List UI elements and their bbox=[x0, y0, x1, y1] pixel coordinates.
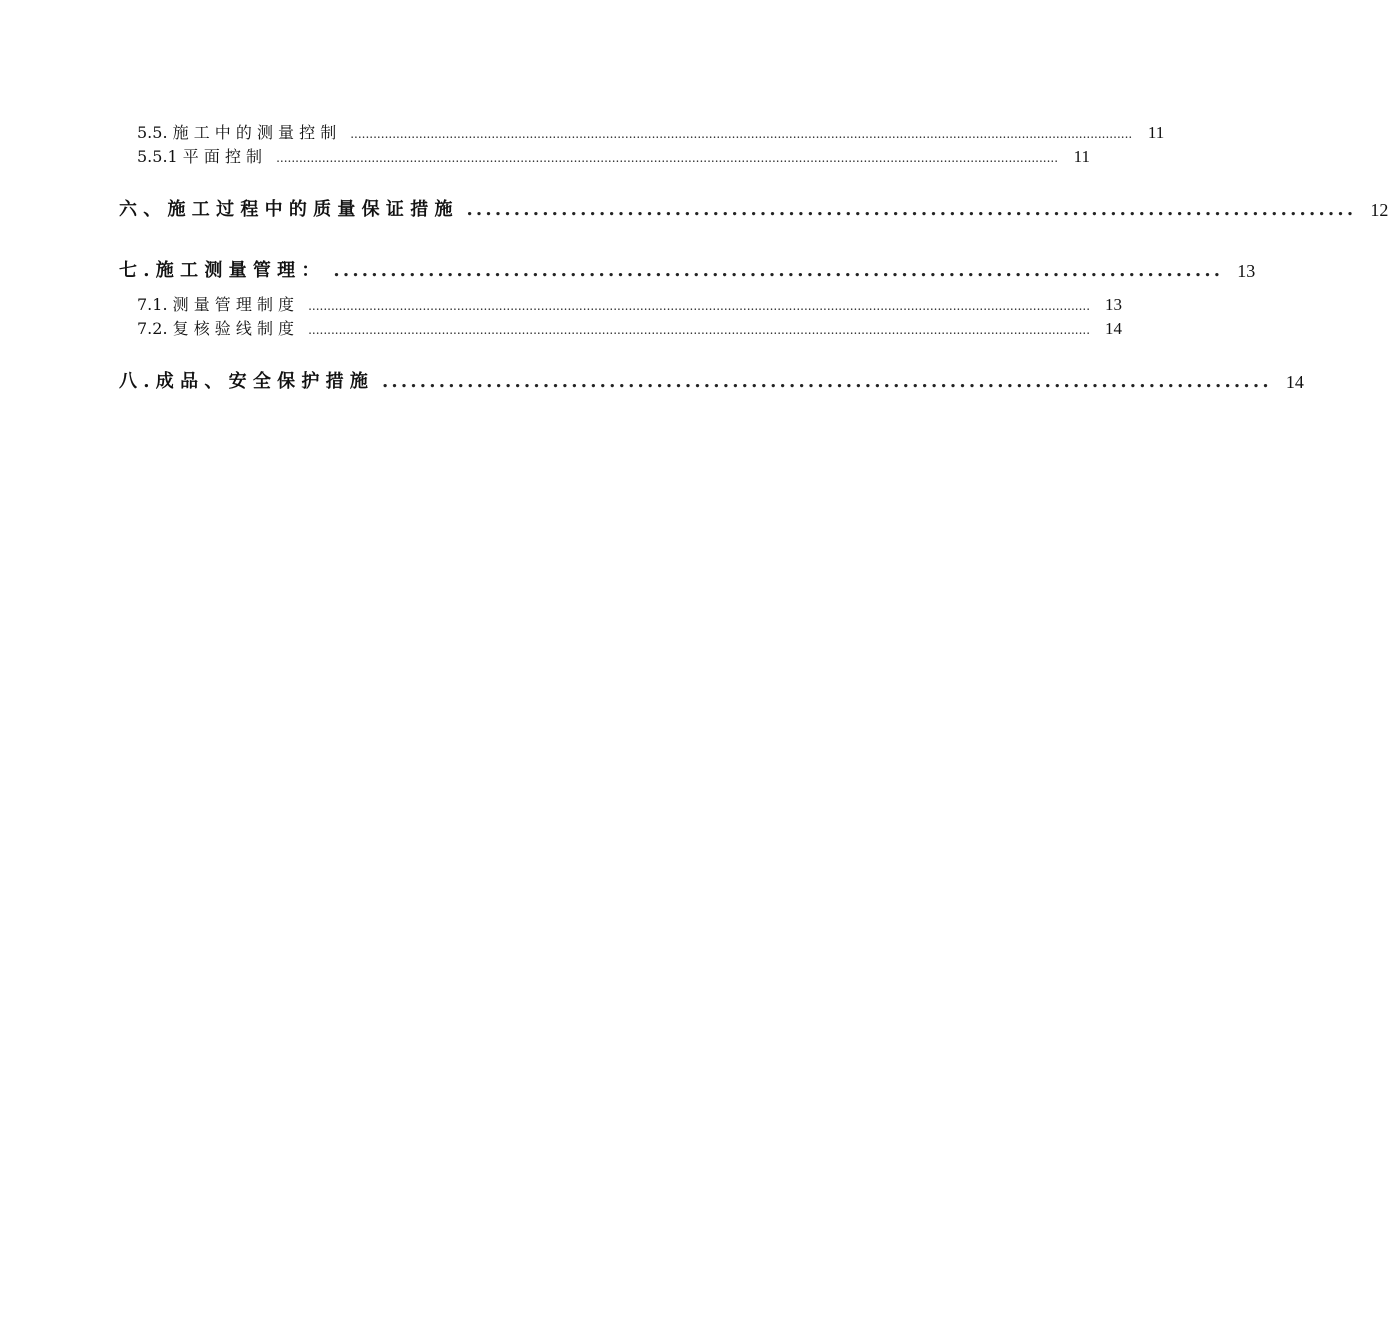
toc-entry-title: 7.2. 复 核 验 线 制 度 bbox=[137, 319, 295, 338]
toc-entry-7-1[interactable] bbox=[137, 293, 1123, 317]
toc-leader-dots: .............................................................................................. bbox=[381, 371, 1272, 392]
toc-leader-dots: ............................................................................................................................................................................................................. bbox=[308, 299, 1091, 313]
toc-entry-page: 14 bbox=[1285, 372, 1304, 392]
toc-entry-page: 11 bbox=[1073, 147, 1091, 166]
toc-entry-chapter-8[interactable] bbox=[119, 370, 1304, 394]
toc-entry-5-5[interactable] bbox=[137, 121, 1165, 145]
toc-entry-7-2[interactable] bbox=[137, 317, 1123, 341]
toc-entry-title: 5.5.1 平 面 控 制 bbox=[137, 147, 263, 166]
toc-entry-chapter-6[interactable] bbox=[119, 198, 1388, 222]
toc-leader-dots: ............................................................................................................................................................................................................. bbox=[276, 151, 1059, 165]
toc-entry-title: 六 、 施 工 过 程 中 的 质 量 保 证 措 施 bbox=[119, 199, 453, 220]
toc-entry-page: 12 bbox=[1370, 200, 1388, 220]
toc-entry-title: 7.1. 测 量 管 理 制 度 bbox=[137, 295, 295, 314]
toc-leader-dots: .............................................................................................. bbox=[466, 199, 1357, 220]
toc-entry-chapter-7[interactable] bbox=[119, 259, 1256, 283]
toc-leader-dots: ............................................................................................................................................................................................................. bbox=[350, 127, 1133, 141]
toc-entry-title: 5.5. 施 工 中 的 测 量 控 制 bbox=[137, 123, 337, 142]
toc-entry-page: 13 bbox=[1105, 295, 1123, 314]
toc-leader-dots: .............................................................................................. bbox=[333, 260, 1224, 281]
toc-entry-page: 14 bbox=[1105, 319, 1123, 338]
toc-leader-dots: ............................................................................................................................................................................................................. bbox=[308, 323, 1091, 337]
toc-entry-title: 八 . 成 品 、 安 全 保 护 措 施 bbox=[119, 371, 368, 392]
toc-entry-5-5-1[interactable] bbox=[137, 145, 1091, 169]
toc-entry-page: 11 bbox=[1147, 123, 1165, 142]
toc-entry-page: 13 bbox=[1237, 261, 1256, 281]
toc-entry-title: 七 . 施 工 测 量 管 理 ： bbox=[119, 260, 320, 281]
